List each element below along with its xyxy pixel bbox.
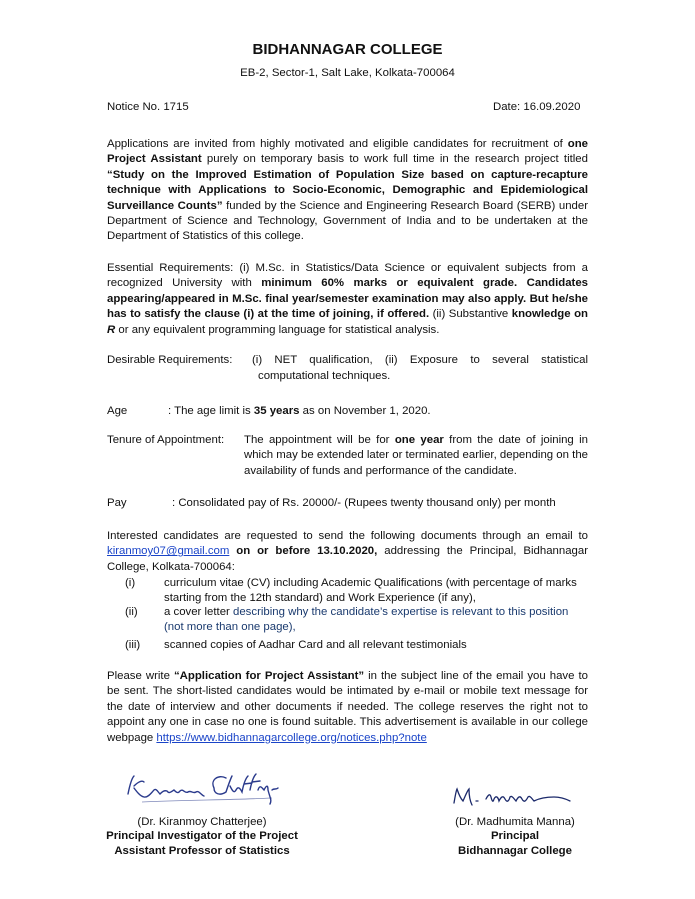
right-signatory-name: (Dr. Madhumita Manna) (455, 816, 575, 828)
essential-text-1: Essential Requirements: (i) M.Sc. in Statistics/Data Science or equivalent subjects from a recognized University with (107, 262, 588, 290)
closing-text-2: in the subject line of the email you have to be sent. The short-listed candidates would be intimated by e-mail or mobile text message for the date of interview and other documents if needed. The college reserves the right not to appoint any one in case no one is found suitable. This advertisement is available in our college webpage (107, 670, 588, 744)
age-text-1: : The age limit is (168, 405, 254, 417)
list-item: curriculum vitae (CV) including Academic Qualifications (with percentage of marks starting from the 12th standard) and Work Experience (if any), (164, 577, 577, 605)
closing-subject-line: “Application for Project Assistant” (173, 670, 365, 682)
age-label: Age (107, 405, 128, 417)
documents-deadline: on or before 13.10.2020, (229, 545, 378, 558)
list-item-text-a: a cover letter (164, 606, 234, 618)
age-text-2: as on November 1, 2020. (299, 405, 431, 417)
list-item-text-b: describing why the candidate’s expertise is relevant to this position (not more than one page), (164, 606, 569, 634)
essential-text-3: or any equivalent programming language for statistical analysis. (115, 323, 440, 336)
essential-requirements (107, 261, 588, 338)
essential-bold-2: knowledge on (511, 308, 588, 321)
essential-text-2: (ii) Substantive (429, 308, 512, 321)
intro-project-title: “Study on the Improved Estimation of Population Size based on capture-recapture technique with Applications to Socio-Economic, Demographic and Epidemiological Surveillance Counts” (107, 168, 588, 212)
closing-paragraph (107, 669, 588, 746)
tenure-bold: one year (394, 434, 444, 446)
notice-number: Notice No. 1715 (107, 101, 189, 113)
documents-text-1: Interested candidates are requested to send the following documents through an email to (107, 530, 588, 542)
list-item (164, 605, 588, 636)
left-signature (122, 770, 282, 808)
webpage-link[interactable]: https://www.bidhannagarcollege.org/notices.php?note (156, 731, 427, 744)
intro-text-2: purely on temporary basis to work full time in the research project titled (201, 153, 588, 166)
tenure-label: Tenure of Appointment: (107, 434, 225, 446)
list-item-num: (ii) (125, 606, 138, 618)
documents-text-2: addressing the Principal, Bidhannagar College, Kolkata-700064: (107, 545, 588, 573)
list-item: scanned copies of Aadhar Card and all relevant testimonials (164, 639, 467, 651)
tenure-value (244, 433, 588, 479)
essential-bold-r: R (107, 323, 116, 336)
pay-value: : Consolidated pay of Rs. 20000/- (Rupees twenty thousand only) per month (172, 497, 556, 509)
desirable-label: Desirable Requirements: (107, 354, 233, 366)
college-address: EB-2, Sector-1, Salt Lake, Kolkata-700064 (240, 67, 455, 79)
list-item-num: (iii) (125, 639, 141, 651)
desirable-line-2: computational techniques. (258, 370, 391, 382)
list-item-num: (i) (125, 577, 136, 589)
pay-label: Pay (107, 497, 127, 509)
intro-bold-position: one Project Assistant (107, 138, 588, 166)
right-signatory-role-1: Principal (490, 830, 540, 842)
notice-date: Date: 16.09.2020 (493, 101, 581, 113)
age-value (168, 404, 431, 419)
closing-text-1: Please write (107, 670, 174, 682)
left-signatory-role-1: Principal Investigator of the Project (106, 830, 298, 842)
email-link[interactable]: kiranmoy07@gmail.com (107, 545, 230, 558)
intro-paragraph (107, 137, 588, 245)
essential-bold-1: minimum 60% marks or equivalent grade. Candidates appearing/appeared in M.Sc. final year/semester examination may also apply. But he/she has to satisfy the clause (i) at the time of joining, if offered. (107, 277, 588, 321)
documents-paragraph (107, 529, 588, 575)
tenure-text-2: from the date of joining in which may be extended later or terminated earlier, depending on the availability of funds and performance of the candidate. (244, 434, 588, 477)
left-signatory-role-2: Assistant Professor of Statistics (114, 845, 290, 857)
right-signatory-role-2: Bidhannagar College (458, 845, 572, 857)
desirable-line-1: (i) NET qualification, (ii) Exposure to several statistical (252, 354, 588, 366)
intro-text-1: Applications are invited from highly motivated and eligible candidates for recruitment of (107, 138, 568, 150)
tenure-text-1: The appointment will be for (244, 434, 395, 446)
age-bold: 35 years (253, 405, 300, 417)
left-signatory-name: (Dr. Kiranmoy Chatterjee) (137, 816, 267, 828)
college-title: BIDHANNAGAR COLLEGE (252, 41, 443, 58)
intro-text-3: funded by the Science and Engineering Research Board (SERB) under Department of Science and Technology, Government of India and to be undertaken at the Department of Statistics of this college. (107, 199, 589, 243)
right-signature (450, 785, 574, 811)
